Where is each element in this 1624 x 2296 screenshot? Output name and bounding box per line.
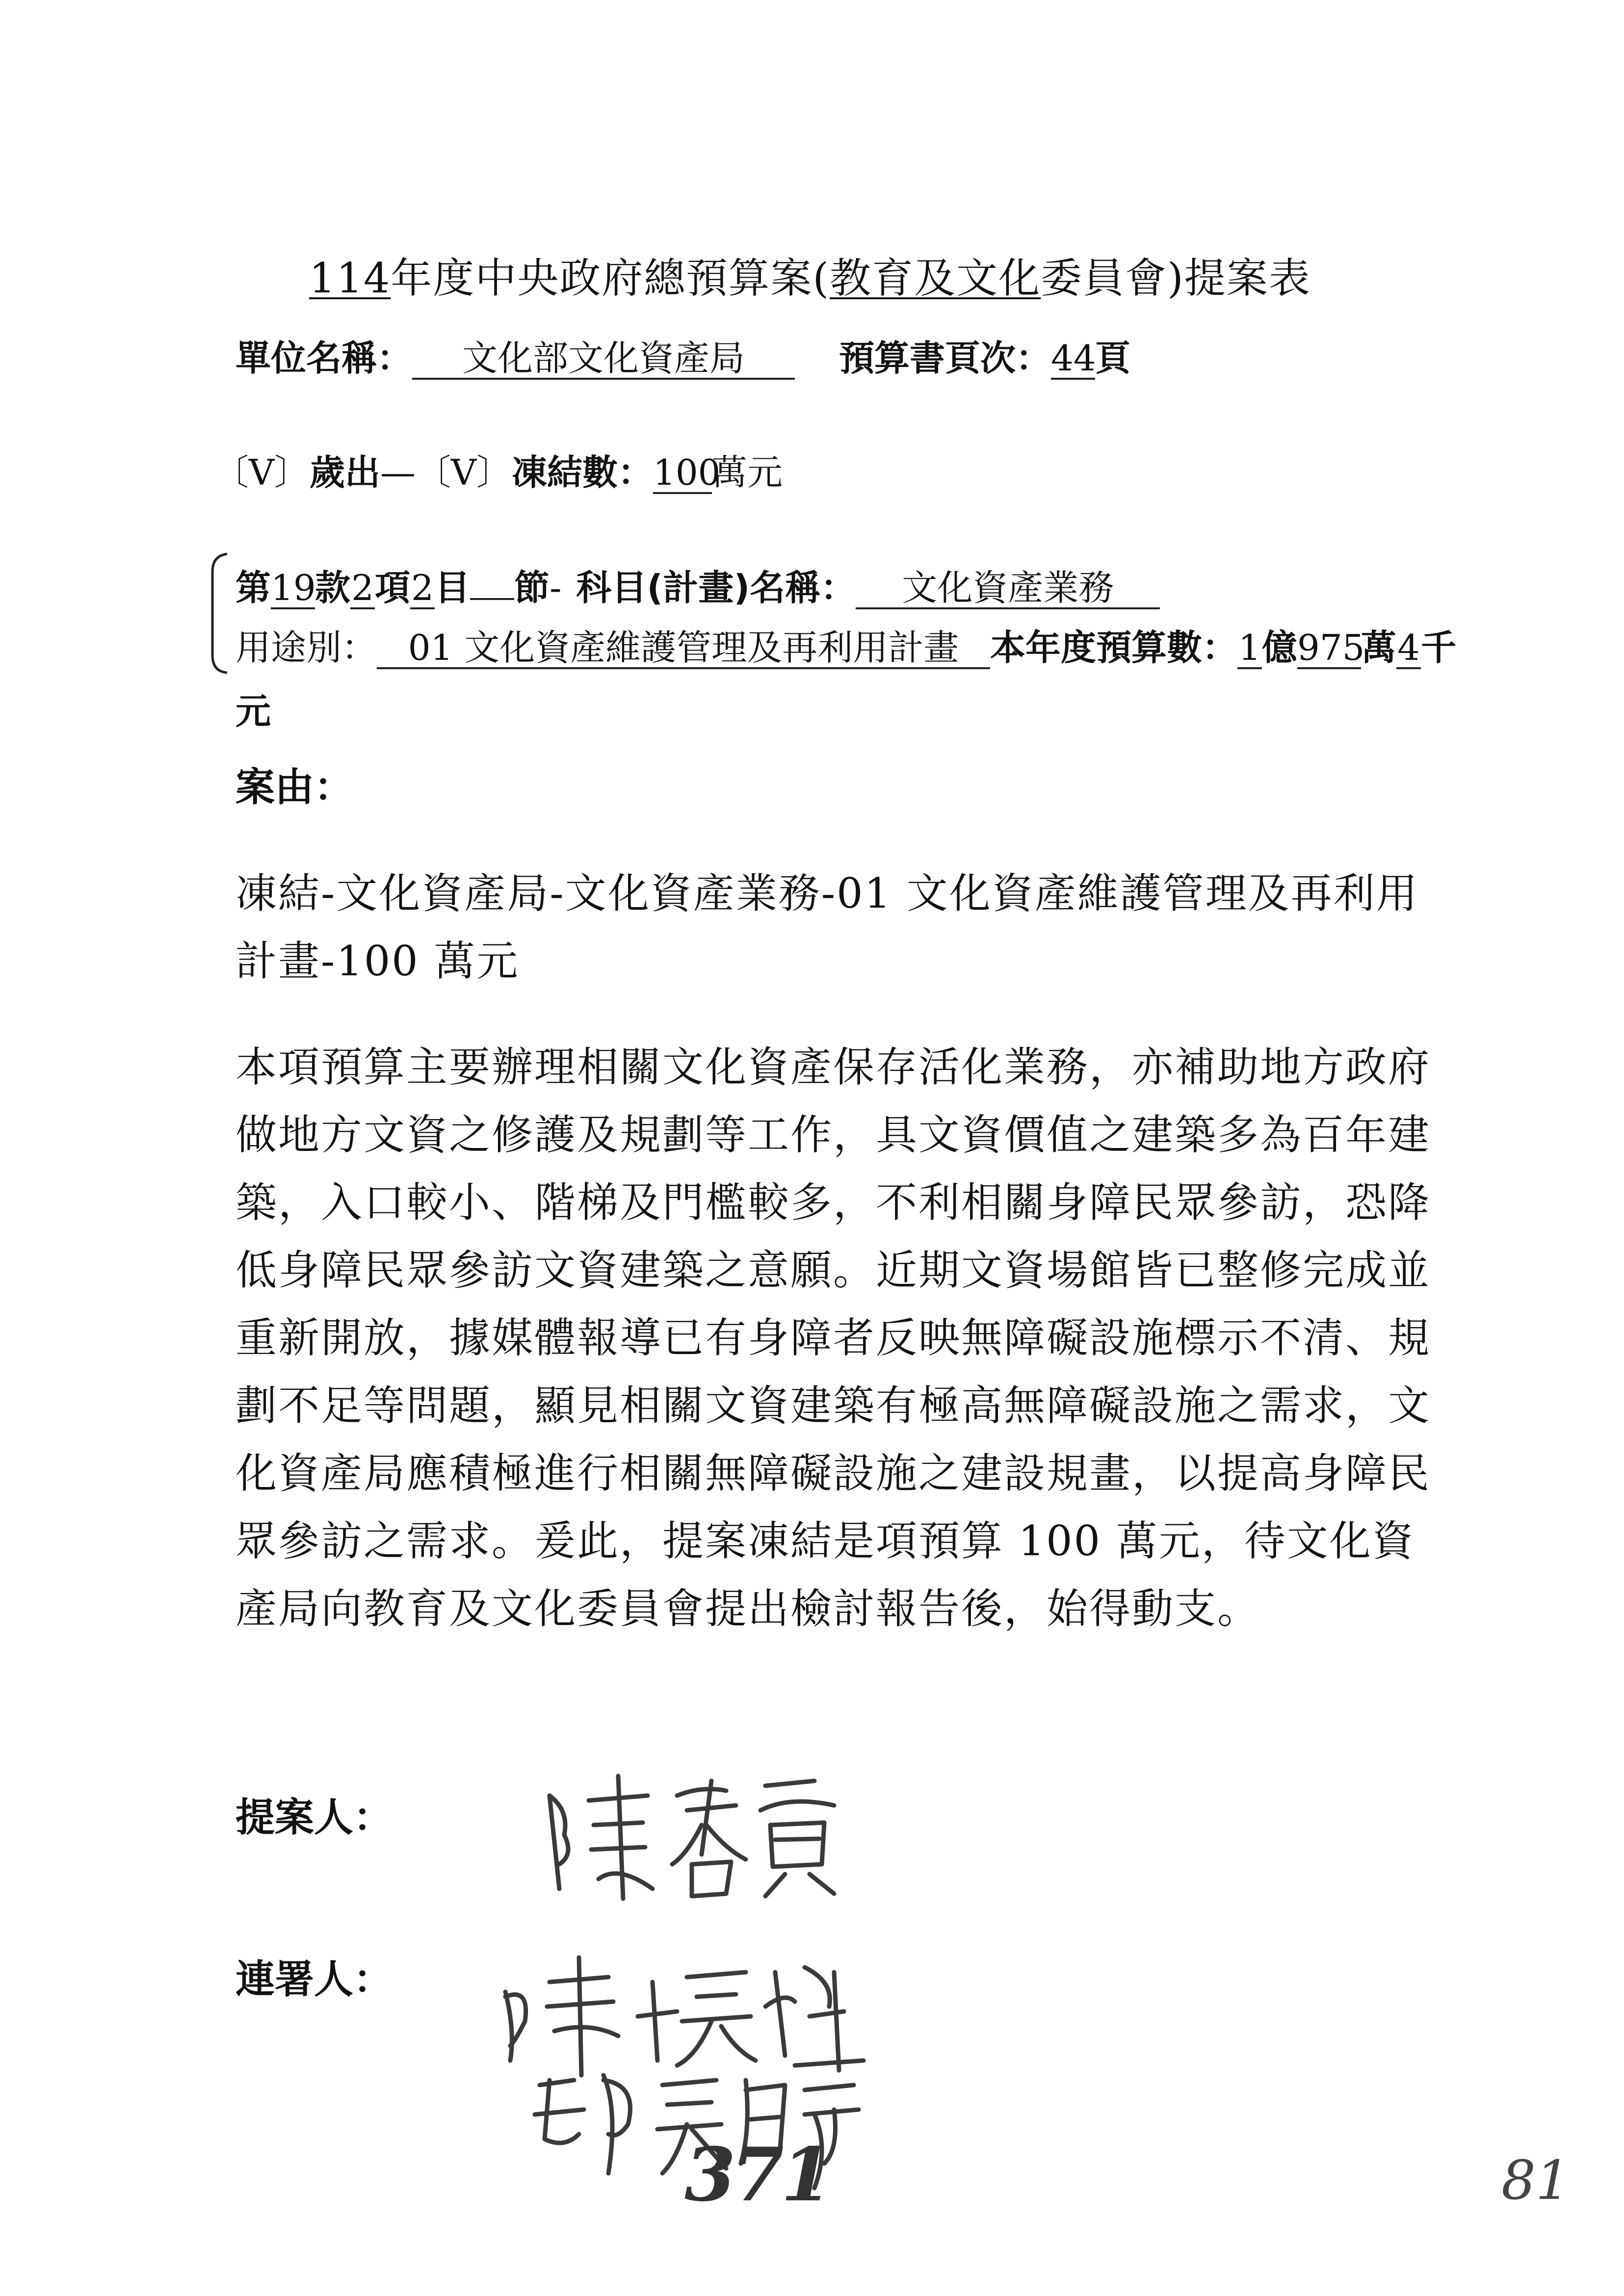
freeze-amount: 100 bbox=[653, 453, 712, 494]
type-row bbox=[213, 444, 783, 495]
budget-yuan: 元 bbox=[236, 691, 271, 732]
page-value: 44 bbox=[1051, 339, 1095, 380]
title-part2: 委員會)提案表 bbox=[1041, 254, 1311, 302]
form-title bbox=[309, 245, 1311, 305]
budget-yi: 1 bbox=[1237, 628, 1262, 669]
check-expenditure: 〔V〕 bbox=[213, 452, 310, 493]
freeze-label: 凍結數： bbox=[512, 452, 654, 493]
purpose-value: 01 文化資產維護管理及再利用計畫 bbox=[377, 628, 990, 669]
page-suffix: 頁 bbox=[1095, 338, 1131, 379]
subject-dash: - bbox=[550, 567, 562, 608]
unit-value: 文化部文化資產局 bbox=[412, 339, 795, 380]
kuan-prefix: 第 bbox=[236, 567, 271, 608]
xiang-value: 2 bbox=[350, 569, 375, 609]
bracket-mark bbox=[209, 552, 228, 675]
budget-qian: 4 bbox=[1396, 628, 1421, 669]
subject-name-value: 文化資產業務 bbox=[856, 569, 1160, 609]
unit-row bbox=[236, 330, 1130, 381]
subject-row bbox=[236, 559, 1160, 610]
case-body: 本項預算主要辦理相關文化資產保存活化業務，亦補助地方政府做地方文資之修護及規劃等工作，具文資價值之建築多為百年建築，入口較小、階梯及門檻較多，不利相關身障民眾參訪，恐降低身障民眾參訪文資建築之意願。近期文資場館皆已整修完成並重新開放，據媒體報導已有身障者反映無障礙設施標示不清、規劃不足等問題，顯見相關文資建築有極高無障礙設施之需求，文化資產局應積極進行相關無障礙設施之建設規畫，以提高身障民眾參訪之需求。爰此，提案凍結是項預算 100 萬元，待文化資產局向教育及文化委員會提出檢討報告後，始得動支。 bbox=[236, 1043, 1431, 1633]
case-label: 案由： bbox=[236, 764, 353, 810]
handwritten-number: 371 bbox=[684, 2132, 830, 2218]
jie-label: 節 bbox=[514, 567, 550, 608]
purpose-label: 用途別： bbox=[236, 627, 377, 668]
xiang-label: 項 bbox=[375, 567, 411, 608]
type-dash: — bbox=[380, 452, 416, 493]
kuan-label: 款 bbox=[315, 567, 351, 608]
title-committee: 教育及文化 bbox=[830, 254, 1041, 302]
title-year: 114 bbox=[309, 254, 391, 302]
proposer-signature bbox=[540, 1766, 854, 1904]
budget-qian-label: 千 bbox=[1421, 627, 1457, 668]
kuan-value: 19 bbox=[271, 569, 315, 609]
proposer-label: 提案人： bbox=[236, 1795, 393, 1840]
budget-wan-label: 萬 bbox=[1361, 627, 1397, 668]
mu-value: 2 bbox=[410, 569, 435, 609]
unit-label: 單位名稱： bbox=[236, 338, 413, 379]
page-label: 預算書頁次： bbox=[839, 338, 1051, 379]
case-title: 凍結-文化資產局-文化資產業務-01 文化資產維護管理及再利用計畫-100 萬元 bbox=[236, 869, 1419, 985]
budget-label: 本年度預算數： bbox=[990, 627, 1238, 668]
expenditure-label: 歲出 bbox=[310, 452, 381, 493]
subject-name-label: 科目(計畫)名稱： bbox=[576, 567, 856, 608]
check-freeze: 〔V〕 bbox=[416, 452, 512, 493]
title-part1: 年度中央政府總預算案( bbox=[391, 254, 830, 302]
jie-value bbox=[470, 598, 514, 600]
freeze-unit: 萬元 bbox=[712, 452, 783, 493]
page-number: 81 bbox=[1501, 2149, 1570, 2212]
cosigner-label: 連署人： bbox=[236, 1957, 393, 2002]
budget-yi-label: 億 bbox=[1262, 627, 1298, 668]
mu-label: 目 bbox=[435, 567, 471, 608]
purpose-row bbox=[236, 619, 1456, 670]
budget-wan: 975 bbox=[1297, 628, 1361, 669]
